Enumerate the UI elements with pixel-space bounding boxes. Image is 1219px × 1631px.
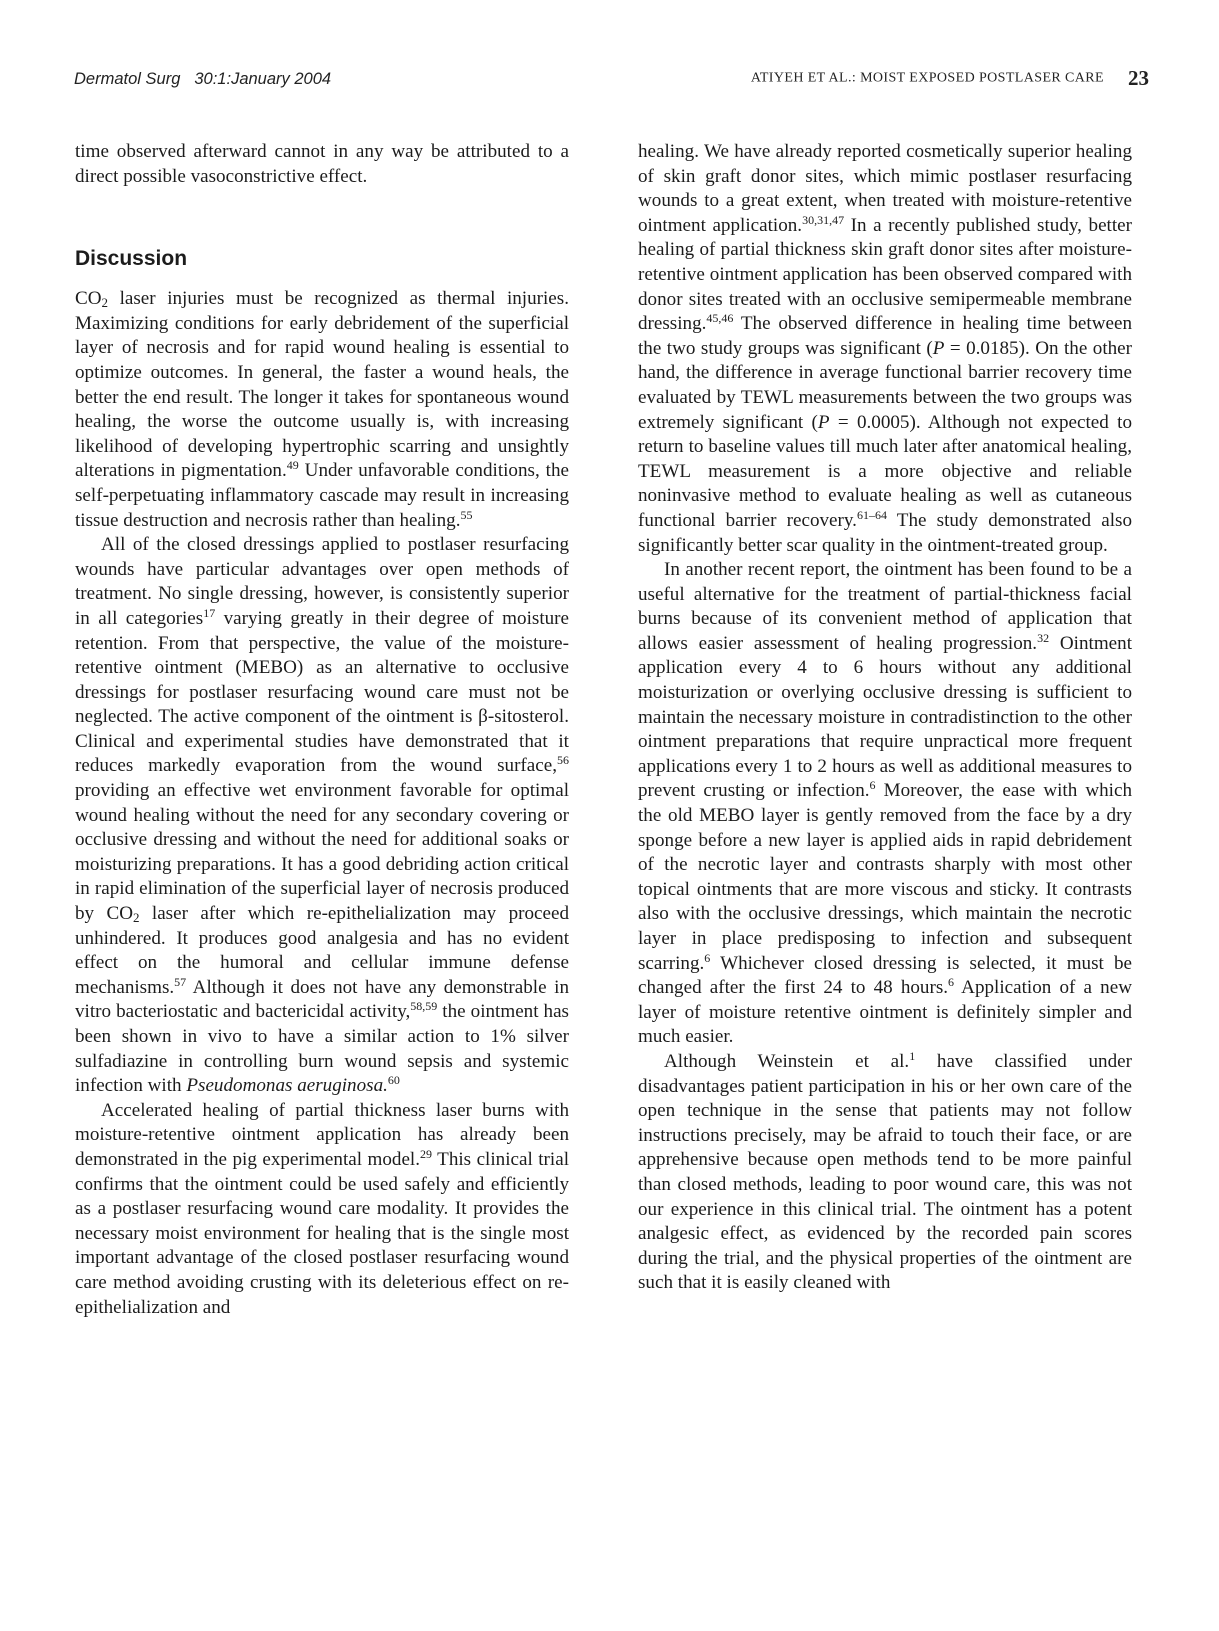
paragraph bbox=[75, 287, 569, 533]
citation-ref: 32 bbox=[1037, 630, 1050, 645]
p-value-symbol: P bbox=[817, 411, 830, 433]
paragraph bbox=[75, 533, 569, 1099]
text-run: Moreover, the ease with which the old MEBO layer is gently removed from the face by a dry sponge before a new layer is applied aids in rapid debridement of the necrotic layer and contrasts sharply with most other topical ointments that are more viscous and sticky. It contrasts also with the occlusive dressings, which maintain the necrotic layer in place predisposing to infection and subsequent scarring. bbox=[638, 780, 1132, 974]
text-run: Ointment application every 4 to 6 hours without any additional moisturization or overlying occlusive dressing is sufficient to maintain the necessary moisture in contradistinction to the other ointment preparations that require unpractical more frequent applications every 1 to 2 hours as well as additional measures to prevent crusting or infection. bbox=[638, 632, 1132, 802]
text-run: All of the closed dressings applied to postlaser resurfacing wounds have particular advantages over open methods of treatment. No single dressing, however, is consistently superior in all categories bbox=[75, 534, 569, 629]
citation-ref: 6 bbox=[704, 950, 711, 965]
text-run: In another recent report, the ointment has been found to be a useful alternative for the treatment of partial-thickness facial burns because of its convenient method of application that allows easier assessment of healing progression. bbox=[638, 559, 1132, 654]
citation-ref: 49 bbox=[286, 458, 299, 473]
text-run: Accelerated healing of partial thickness laser burns with moisture-retentive ointment application has already been demonstrated in the pig experimental model. bbox=[75, 1099, 569, 1170]
paragraph bbox=[75, 1099, 569, 1320]
left-column bbox=[75, 140, 569, 1320]
citation-ref: 55 bbox=[460, 507, 473, 522]
paragraph bbox=[638, 1050, 1132, 1296]
journal-issue: 30:1:January 2004 bbox=[194, 70, 332, 88]
text-run: The study demonstrated also significantly better scar quality in the ointment-treated group. bbox=[638, 509, 1132, 556]
citation-ref: 6 bbox=[869, 778, 876, 793]
text-run: Application of a new layer of moisture retentive ointment is definitely simpler and much easier. bbox=[638, 977, 1132, 1048]
text-run: Although Weinstein et al. bbox=[664, 1050, 910, 1072]
text-run: In a recently published study, better healing of partial thickness skin graft donor sites after moisture-retentive ointment application has been observed compared with donor sites treated with an occlusive semipermeable membrane dressing. bbox=[638, 214, 1132, 335]
text-run: laser injuries must be recognized as thermal injuries. Maximizing conditions for early debridement of the superficial layer of necrosis and for rapid wound healing is essential to optimize outcomes. In general, the faster a wound heals, the better the end result. The longer it takes for spontaneous wound healing, the worse the outcome usually is, with increasing likelihood of developing hypertrophic scarring and unsightly alterations in pigmentation. bbox=[75, 288, 569, 482]
citation-ref: 60 bbox=[387, 1073, 400, 1088]
text-run: CO bbox=[75, 288, 102, 310]
paragraph bbox=[638, 558, 1132, 1050]
text-run: providing an effective wet environment favorable for optimal wound healing without the need for any secondary covering or occlusive dressing and without the need for additional soaks or moisturizing preparations. It has a good debriding action critical in rapid elimination of the superficial layer of necrosis produced by CO bbox=[75, 780, 569, 925]
text-run: healing. We have already reported cosmetically superior healing of skin graft donor sites, which mimic postlaser resurfacing wounds to a great extent, when treated with moisture-retentive ointment application. bbox=[638, 141, 1132, 236]
citation-ref: 45,46 bbox=[706, 311, 734, 326]
citation-ref: 17 bbox=[203, 605, 216, 620]
page-number: 23 bbox=[1128, 66, 1149, 90]
text-run: = 0.0185). On the other hand, the difference in average functional barrier recovery time evaluated by TEWL measurements between the two groups was extremely significant ( bbox=[638, 337, 1132, 433]
section-heading: Discussion bbox=[75, 247, 188, 271]
citation-ref: 58,59 bbox=[410, 999, 438, 1014]
citation-ref: 56 bbox=[557, 753, 569, 768]
text-run: varying greatly in their degree of moisture retention. From that perspective, the value of the moisture-retentive ointment (MEBO) as an alternative to occlusive dressings for postlaser resurfacing wound care must not be neglected. The active component of the ointment is β-sitosterol. Clinical and experimental studies have demonstrated that it reduces markedly evaporation from the wound surface, bbox=[75, 607, 570, 777]
running-title: ATIYEH ET AL.: MOIST EXPOSED POSTLASER CARE bbox=[750, 70, 1104, 86]
citation-ref: 1 bbox=[909, 1048, 916, 1063]
citation-ref: 29 bbox=[420, 1146, 433, 1161]
citation-ref: 30,31,47 bbox=[802, 212, 845, 227]
journal-name: Dermatol Surg bbox=[74, 70, 181, 88]
text-run: = 0.0005). Although not expected to return to baseline values till much later after anatomical healing, TEWL measurement is a more objective and reliable noninvasive method to evaluate healing as well as cutaneous functional barrier recovery. bbox=[638, 411, 1132, 531]
text-run: the ointment has been shown in vivo to have a similar action to 1% silver sulfadiazine in controlling burn wound sepsis and systemic infection with bbox=[75, 1001, 569, 1097]
p-value-symbol: P bbox=[932, 337, 945, 359]
text-run: This clinical trial confirms that the ointment could be used safely and efficiently as a postlaser resurfacing wound care modality. It provides the necessary moist environment for healing that is the single most important advantage of the closed postlaser resurfacing wound care method avoiding crusting with its deleterious effect on re-epithelialization and bbox=[75, 1148, 570, 1318]
journal-citation bbox=[74, 70, 331, 89]
subscript: 2 bbox=[133, 910, 140, 926]
text-run: Under unfavorable conditions, the self-perpetuating inflammatory cascade may result in increasing tissue destruction and necrosis rather than healing. bbox=[75, 460, 569, 531]
subscript: 2 bbox=[101, 295, 109, 311]
text-run: Although it does not have any demonstrable in vitro bacteriostatic and bactericidal activity, bbox=[75, 976, 569, 1023]
text-run: have classified under disadvantages patient participation in his or her own care of the open technique in the sense that patients may not follow instructions precisely, may be afraid to touch their face, or are apprehensive because open methods tend to be more painful than closed methods, leading to poor wound care, this was not our experience in this clinical trial. The ointment has a potent analgesic effect, as evidenced by the recorded pain scores during the trial, and the physical properties of the ointment are such that it is easily cleaned with bbox=[638, 1050, 1132, 1294]
right-column bbox=[638, 140, 1132, 1296]
citation-ref: 6 bbox=[948, 975, 955, 990]
species-name: Pseudomonas aeruginosa. bbox=[186, 1075, 388, 1097]
citation-ref: 57 bbox=[174, 974, 187, 989]
text-run: laser after which re-epithelialization may proceed unhindered. It produces good analgesia and has no evident effect on the humoral and cellular immune defense mechanisms. bbox=[75, 903, 569, 998]
citation-ref: 61–64 bbox=[856, 507, 887, 522]
text-run: Whichever closed dressing is selected, it must be changed after the first 24 to 48 hours. bbox=[638, 952, 1132, 999]
running-header bbox=[751, 66, 1149, 91]
paragraph bbox=[638, 140, 1132, 558]
paragraph-continuation: time observed afterward cannot in any way be attributed to a direct possible vasoconstrictive effect. bbox=[75, 141, 569, 187]
text-run: The observed difference in healing time between the two study groups was significant ( bbox=[638, 313, 1132, 359]
